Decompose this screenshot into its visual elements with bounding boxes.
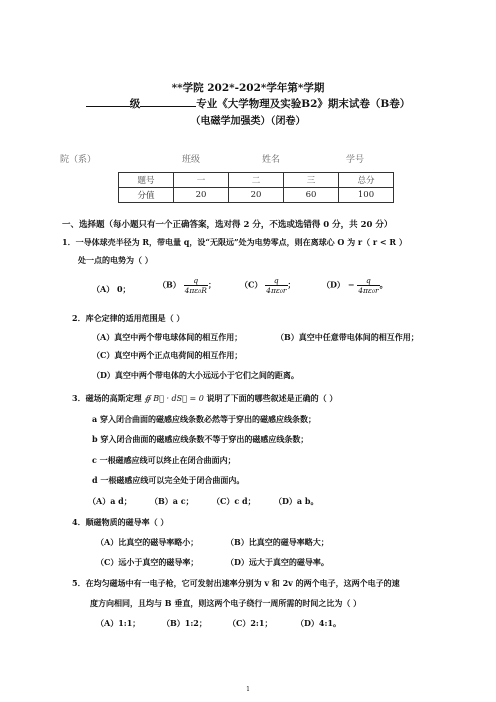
score-table-value-row <box>119 188 394 203</box>
q3-option-b: （B）a c； <box>150 496 194 506</box>
q5-stem-line2: 度方向相同，且均与 B 垂直，则这两个电子绕行一周所需的时间之比为（ ） <box>90 598 362 608</box>
q2-option-c: （C）真空中两个正点电荷间的相互作用； <box>92 350 243 360</box>
q1-d-numerator: q <box>357 276 379 286</box>
q3-gauss-formula: ∯ B⃗ · dS⃗ = 0 <box>144 394 204 403</box>
q1-b-numerator: q <box>184 276 208 286</box>
q5-option-a: （A）1:1； <box>96 618 141 628</box>
q5-option-d: （D）4:1。 <box>296 618 342 628</box>
q2-option-d: （D）真空中两个带电体的大小远远小于它们之间的距离。 <box>92 370 299 380</box>
q1-option-c-label: （C） <box>240 279 263 290</box>
q1-option-a: （A） 0； <box>92 284 131 294</box>
q4-option-b: （B）比真空的磁导率略大； <box>226 537 329 547</box>
q5-stem-line1: 5．在均匀磁场中有一电子枪，它可发射出速率分别为 v 和 2v 的两个电子，这两个电子的速 <box>72 578 400 588</box>
q1-option-c <box>240 276 296 295</box>
q3-option-d: （D）a b。 <box>274 496 319 506</box>
score-table-header-row <box>119 173 394 188</box>
exam-subtitle: （电磁学加强类）（闭卷） <box>190 116 306 127</box>
q1-option-d <box>322 276 388 295</box>
score-table <box>118 172 394 203</box>
q4-option-c: （C）远小于真空的磁导率； <box>96 557 199 567</box>
q1-c-denominator: 4πε₀r <box>266 286 287 295</box>
q1-option-d-sign: − <box>347 279 355 290</box>
info-student-id: 学号 <box>346 155 365 165</box>
q1-option-d-label: （D） <box>322 279 345 290</box>
exam-title-line1: **学院 202*-202*学年第*学期 <box>171 82 325 94</box>
score-header-cell: 题号 <box>119 173 174 188</box>
score-value-cell: 60 <box>284 188 339 203</box>
q1-stem-line1: 1．一导体球壳半径为 R，带电量 q，设“无限远”处为电势零点，则在离球心 O 为 r（ r < R ） <box>62 237 407 247</box>
q5-option-c: （C）2:1； <box>228 618 273 628</box>
info-class: 班级 <box>182 155 201 165</box>
q3-statement-d: d 一根磁感应线可以完全处于闭合曲面内。 <box>92 475 245 485</box>
exam-course-title: 专业《大学物理及实验B2》期末试卷（B卷） <box>196 98 411 110</box>
grade-blank <box>86 96 130 107</box>
info-name: 姓名 <box>262 155 281 165</box>
major-blank <box>140 96 196 107</box>
q1-c-sep: ； <box>287 279 296 290</box>
q1-option-c-fraction <box>265 276 287 295</box>
q3-statement-a: a 穿入闭合曲面的磁感应线条数必然等于穿出的磁感应线条数； <box>92 414 316 424</box>
q3-option-a: （A）a d； <box>88 496 132 506</box>
q1-option-b-fraction <box>184 276 208 295</box>
q1-option-d-fraction <box>357 276 379 295</box>
q4-stem: 4．顺磁物质的磁导率（ ） <box>72 517 169 527</box>
score-value-cell: 20 <box>229 188 284 203</box>
section1-title: 一、选择题（每小题只有一个正确答案，选对得 2 分，不选或选错得 0 分，共 20 分） <box>62 220 393 230</box>
score-header-cell: 总分 <box>339 173 394 188</box>
q2-stem: 2．库仑定律的适用范围是（ ） <box>72 313 185 323</box>
q2-option-a: （A）真空中两个带电球体间的相互作用； <box>92 332 243 342</box>
score-header-cell: 二 <box>229 173 284 188</box>
q3-option-c: （C）c d； <box>212 496 256 506</box>
q1-option-b <box>158 276 216 295</box>
page-number: 1 <box>246 686 250 693</box>
q1-c-numerator: q <box>265 276 287 286</box>
q3-stem-pre: 3．磁场的高斯定理 <box>72 393 142 403</box>
score-header-cell: 一 <box>174 173 229 188</box>
q2-option-b: （B）真空中任意带电体间的相互作用； <box>276 332 419 342</box>
score-value-cell: 100 <box>339 188 394 203</box>
q4-option-a: （A）比真空的磁导率略小； <box>96 537 199 547</box>
q3-stem <box>72 393 337 404</box>
exam-title-line2 <box>0 96 496 111</box>
q1-b-sep: ； <box>207 279 216 290</box>
q5-option-b: （B）1:2； <box>162 618 207 628</box>
grade-label: 级 <box>129 98 141 110</box>
q1-d-denominator: 4πε₀r <box>358 286 379 295</box>
info-department: 院（系） <box>60 155 97 165</box>
q1-d-end: 。 <box>379 279 388 290</box>
q3-statement-b: b 穿入闭合曲面的磁感应线条数不等于穿出的磁感应线条数； <box>92 434 309 444</box>
q1-stem-line2: 处一点的电势为（ ） <box>78 255 153 265</box>
q3-statement-c: c 一根磁感应线可以终止在闭合曲面内； <box>92 455 236 465</box>
q3-stem-post: 说明了下面的哪些叙述是正确的（ ） <box>206 393 338 403</box>
score-header-cell: 三 <box>284 173 339 188</box>
score-value-cell: 20 <box>174 188 229 203</box>
q4-option-d: （D）远大于真空的磁导率。 <box>226 557 329 567</box>
q1-b-denominator: 4πε₀R <box>184 286 207 295</box>
q1-option-b-label: （B） <box>158 279 181 290</box>
score-value-cell: 分值 <box>119 188 174 203</box>
